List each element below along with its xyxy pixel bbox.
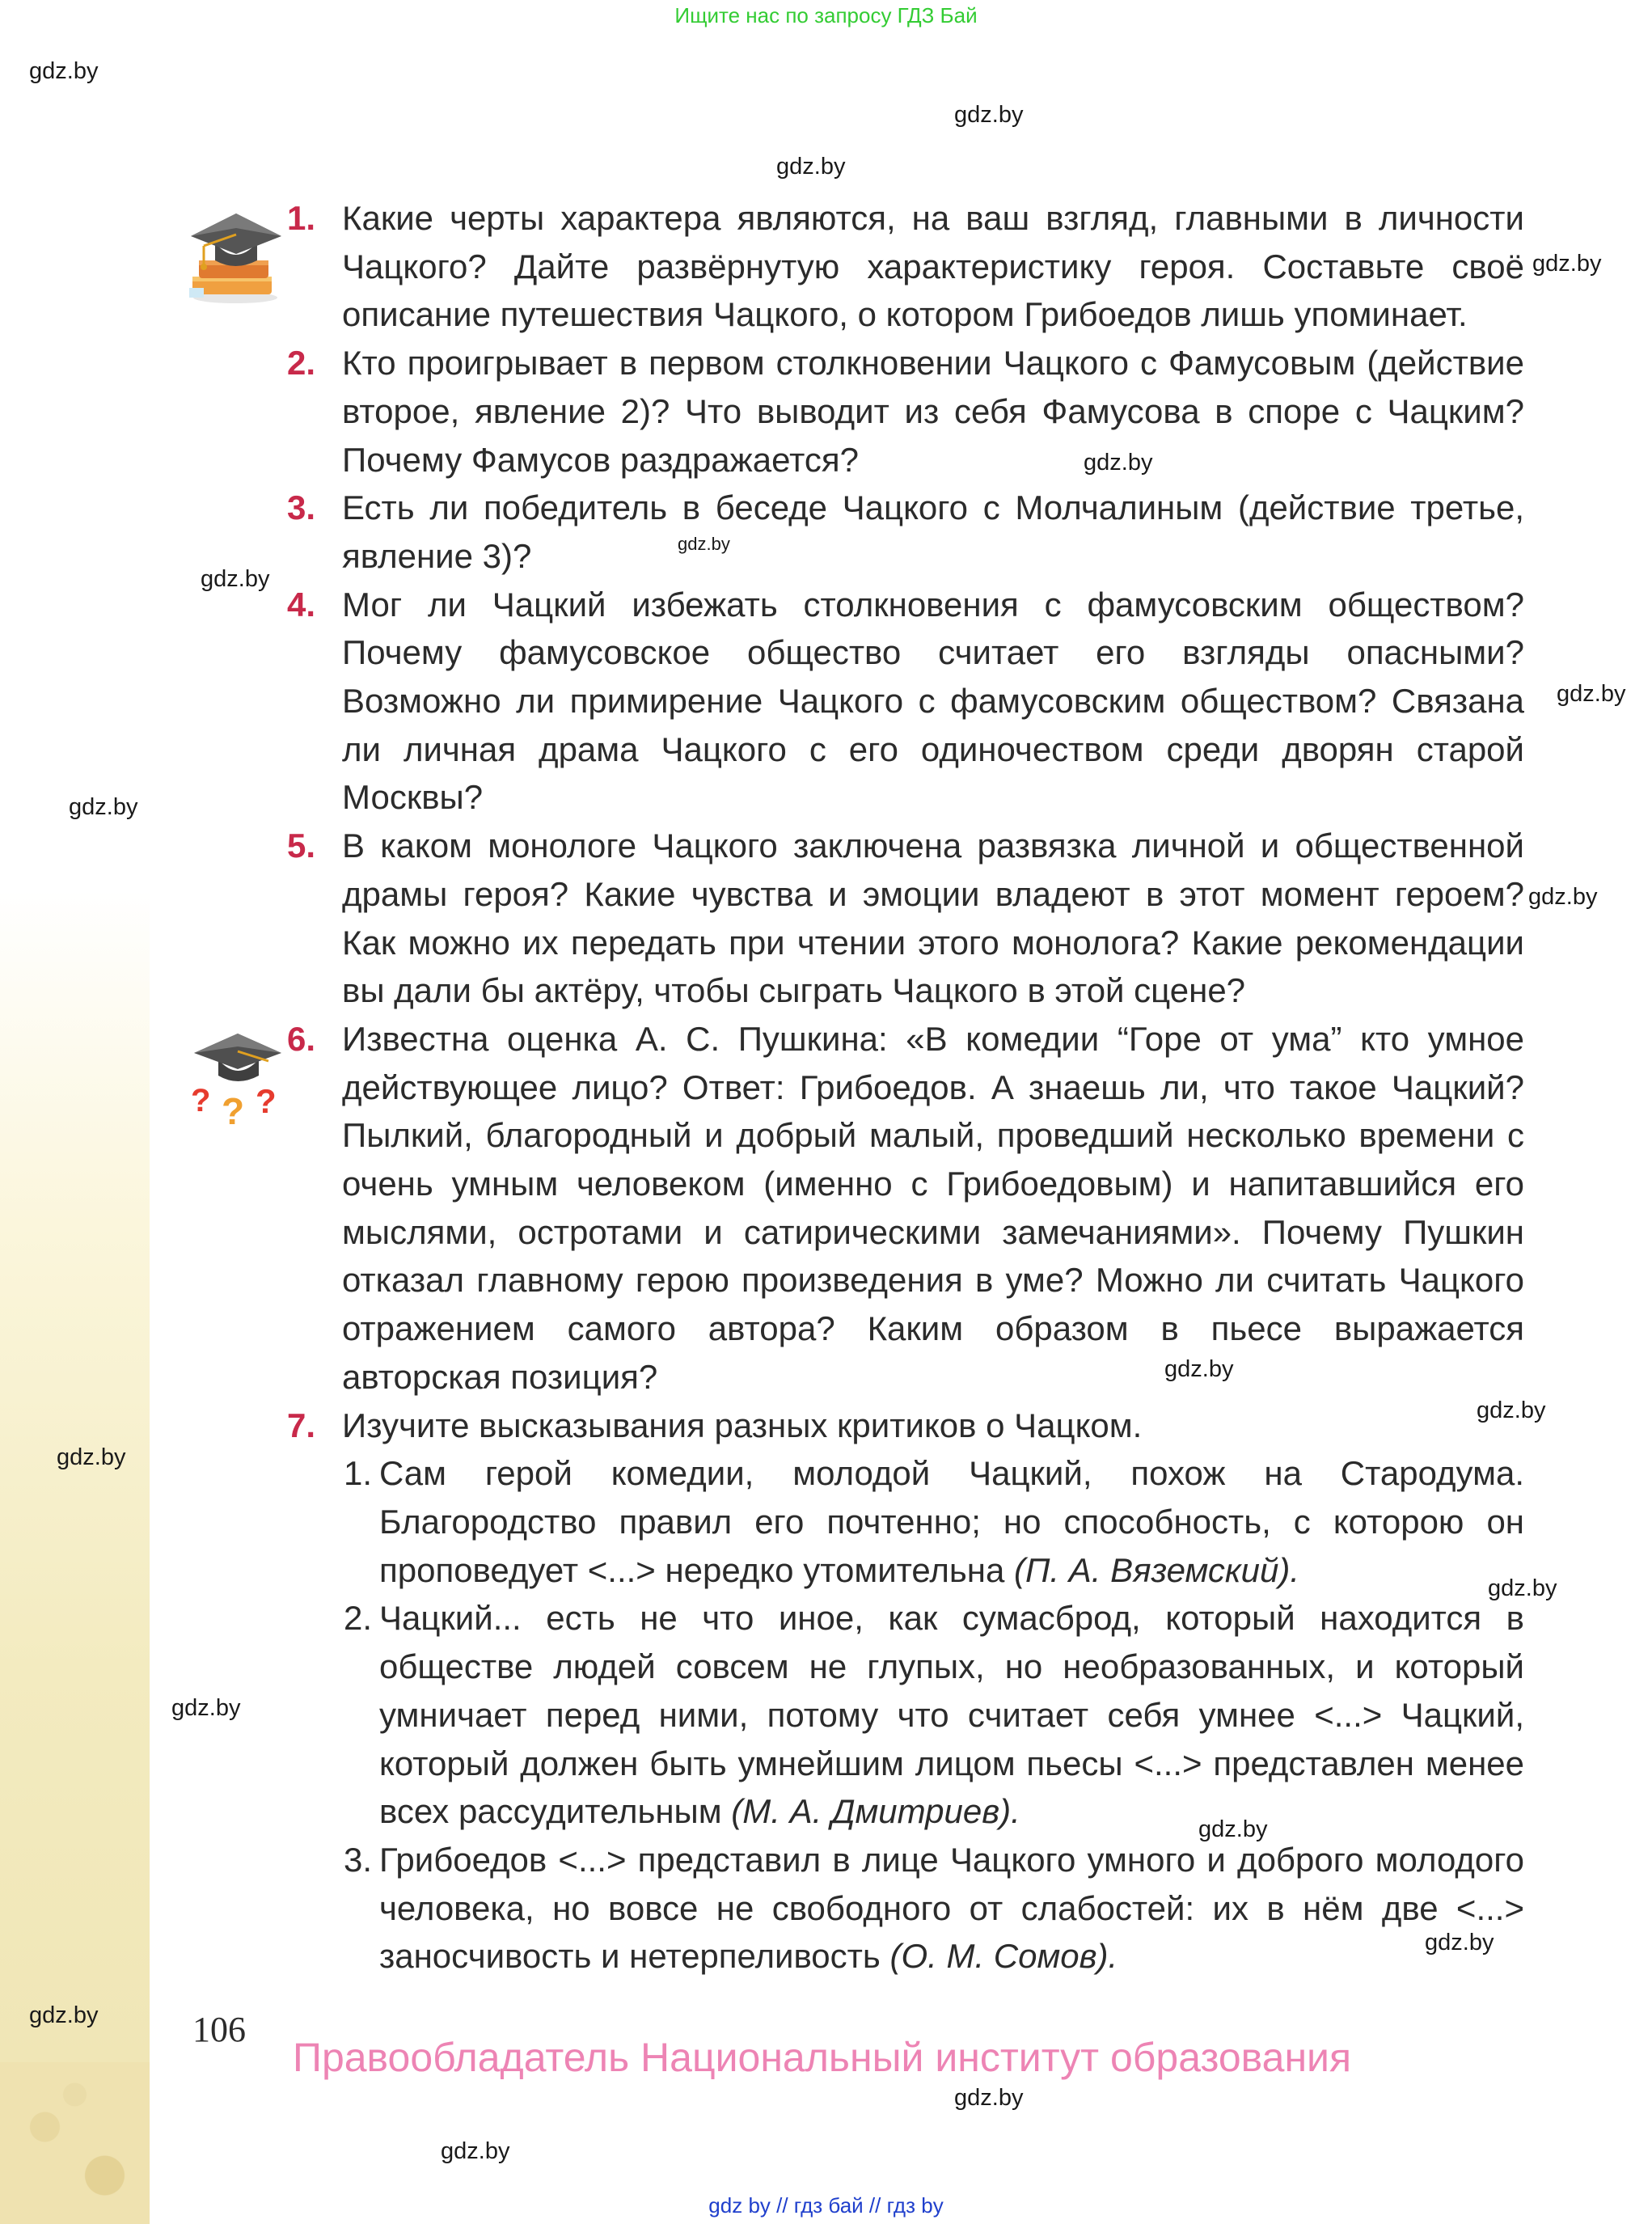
watermark: gdz.by [1528,884,1598,910]
question-number: 7. [287,1406,316,1444]
watermark: gdz.by [1477,1397,1546,1423]
question-text: В каком монологе Чацкого заключена развязка личной и общественной драмы героя? Какие чувства и эмоции владеют в этот момент героем? Как можно их передать при чтении этого монолога? Какие рекомендации вы дали бы актёру, чтобы сыграть Чацкого в этой сцене? [342,827,1524,1010]
watermark: gdz.by [69,794,138,820]
critic-quote [287,1836,1524,1981]
question-item [287,1015,1524,1402]
question-text: Мог ли Чацкий избежать столкновения с фамусовским обществом? Почему фамусовское общество считает его взгляды опасными? Возможно ли примирение Чацкого с фамусовским обществом? Связана ли личная драма Чацкого с его одиночеством среди дворян старой Москвы? [342,585,1524,817]
question-text: Известна оценка А. С. Пушкина: «В комедии “Горе от ума” кто умное действующее лицо? Ответ: Грибоедов. А знаешь ли, что такое Чацкий? Пылкий, благородный и добрый малый, проведший несколько времени с очень умным человеком (именно с Грибоедовым) и напитавшийся его мыслями, остротами и сатирическими замечаниями». Почему Пушкин отказал главному герою произведения в уме? Можно ли считать Чацкого отражением самого автора? Каким образом в пьесе выражается авторская позиция? [342,1019,1524,1396]
books-cap-icon [183,204,288,305]
quote-source: (О. М. Сомов). [889,1937,1118,1976]
watermark: gdz.by [776,154,846,180]
question-item [287,822,1524,1015]
quote-source: (П. А. Вяземский). [1014,1550,1300,1589]
watermark: gdz.by [1198,1816,1268,1842]
quote-text: Сам герой комедии, молодой Чацкий, похож на Стародума. Благородство правил его почтенно; но способность, с которою он проповедует <...> нередко утомительна [379,1454,1524,1589]
question-text: Изучите высказывания разных критиков о Чацком. [342,1406,1143,1444]
watermark: gdz.by [171,1695,241,1721]
question-number: 5. [287,827,316,865]
watermark: gdz.by [1532,251,1602,277]
critic-quote [287,1449,1524,1594]
question-number: 6. [287,1019,316,1058]
question-text: Какие черты характера являются, на ваш взгляд, главными в личности Чацкого? Дайте развёрнутую характеристику героя. Составьте своё описание путешествия Чацкого, о котором Грибоедов лишь упоминает. [342,199,1524,334]
question-number: 2. [287,344,316,383]
critic-quote [287,1594,1524,1836]
questions-block [287,194,1524,1981]
watermark: gdz.by [1557,681,1626,707]
quote-source: (М. А. Дмитриев). [731,1792,1020,1831]
question-item [287,339,1524,484]
svg-text:?: ? [191,1083,211,1118]
watermark: gdz.by [57,1444,126,1470]
quote-number: 2. [344,1599,373,1638]
side-decoration [0,0,150,2224]
question-text: Кто проигрывает в первом столкновении Чацкого с Фамусовым (действие второе, явление 2)? Что выводит из себя Фамусова в споре с Чацким? Почему Фамусов раздражается? [342,344,1524,479]
quote-number: 1. [344,1454,373,1493]
question-number: 1. [287,199,316,237]
top-banner[interactable]: Ищите нас по запросу ГДЗ Бай [674,3,978,27]
svg-text:?: ? [222,1090,245,1131]
question-text: Есть ли победитель в беседе Чацкого с Молчалиным (действие третье, явление 3)? [342,488,1524,575]
watermark: gdz.by [954,102,1024,128]
question-item [287,1402,1524,1450]
quote-text: Чацкий... есть не что иное, как сумасброд, который находится в обществе людей совсем не глупых, но необразованных, и который умничает перед ними, потому что считает себя умнее <...> Чацкий, который должен быть умнейшим лицом пьесы <...> представлен менее всех рассудительным [379,1599,1524,1831]
question-item [287,484,1524,580]
question-item [287,581,1524,822]
watermark: gdz.by [29,2002,99,2028]
watermark: gdz.by [1488,1575,1557,1601]
watermark: gdz.by [29,58,99,84]
quote-number: 3. [344,1840,373,1879]
watermark: gdz.by [1425,1930,1494,1956]
svg-text:?: ? [256,1082,277,1120]
rights-holder: Правообладатель Национальный институт образования [293,2035,1352,2080]
question-number: 3. [287,488,316,527]
watermark: gdz.by [441,2138,510,2164]
bottom-links[interactable]: gdz by // гдз бай // гдз by [708,2193,944,2218]
question-item [287,194,1524,339]
watermark: gdz.by [201,566,270,592]
page-number: 106 [192,2010,246,2049]
watermark: gdz.by [954,2085,1024,2111]
watermark: gdz.by [678,534,730,554]
cap-questions-icon [184,1025,289,1131]
watermark: gdz.by [1164,1356,1234,1382]
watermark: gdz.by [1084,450,1153,476]
question-number: 4. [287,585,316,624]
quote-text: Грибоедов <...> представил в лице Чацкого умного и доброго молодого человека, но вовсе не свободного от слабостей: их в нём две <...> заносчивость и нетерпеливость [379,1840,1524,1976]
